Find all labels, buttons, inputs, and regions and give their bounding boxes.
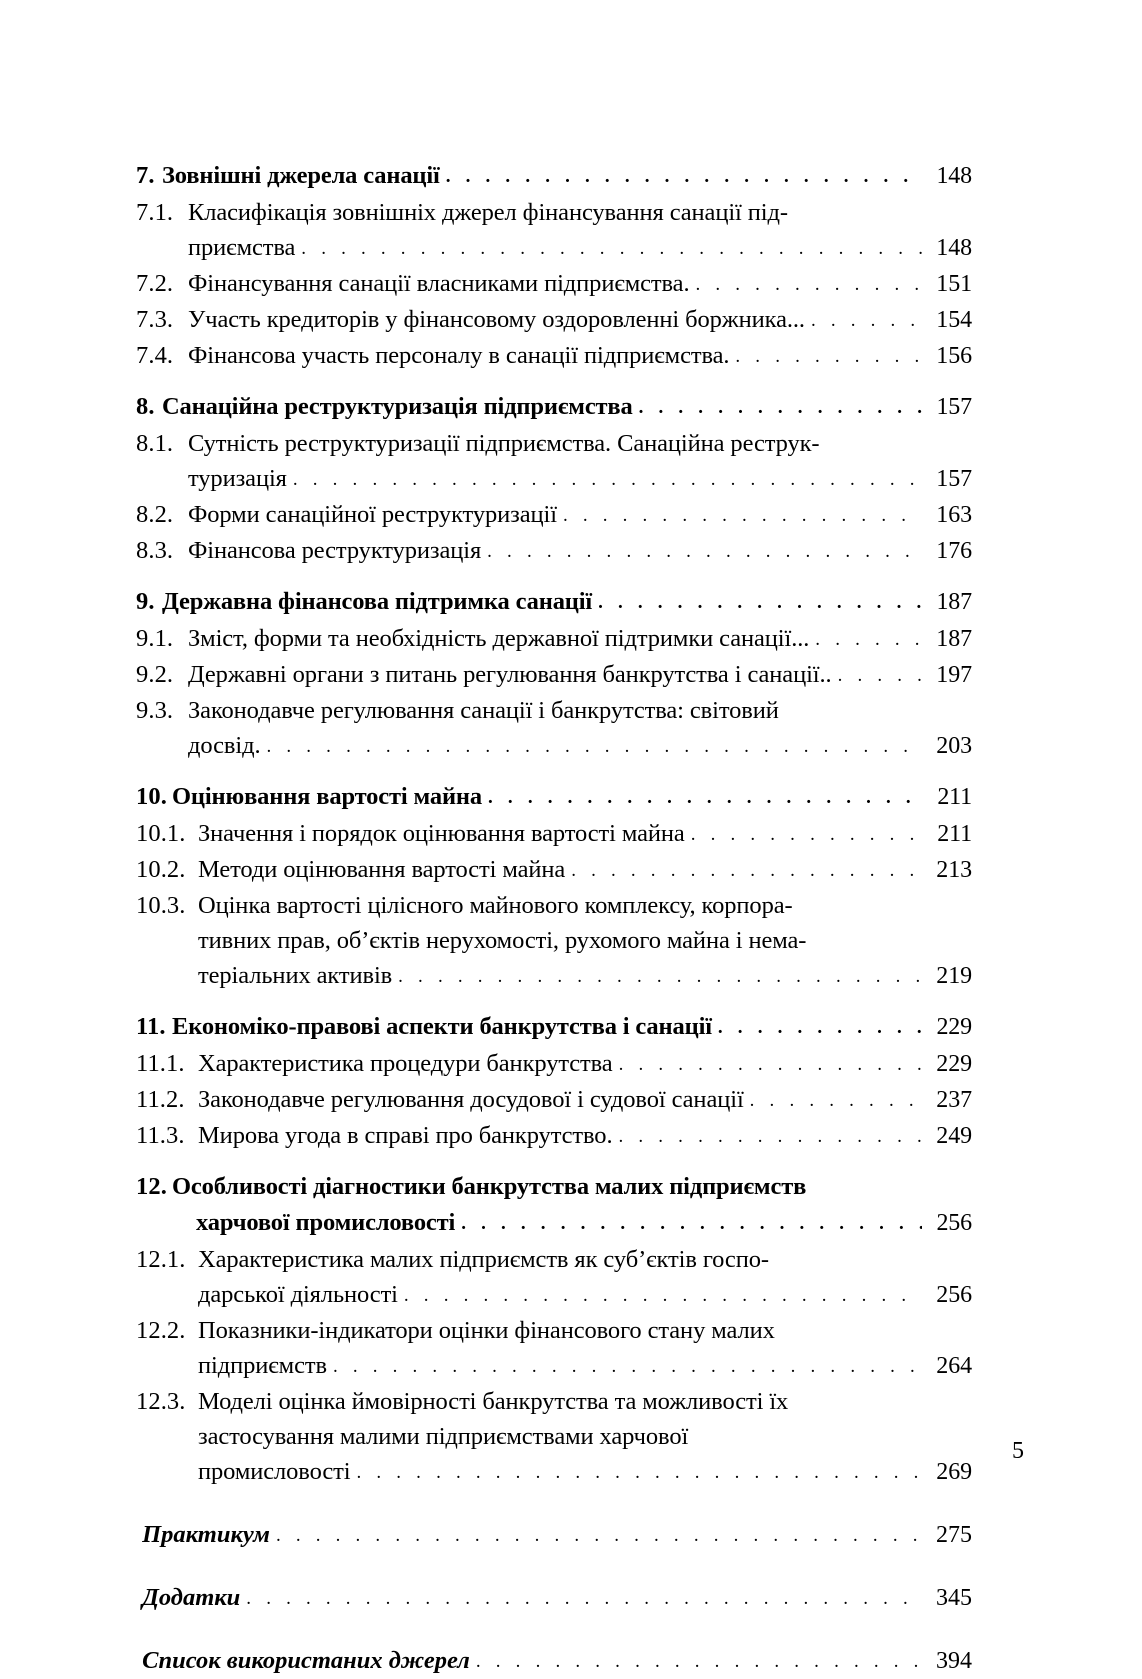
toc-entry-title: Практикум — [142, 1521, 270, 1548]
toc-line — [136, 1278, 972, 1313]
dot-leader — [750, 1084, 922, 1117]
toc-line — [136, 1047, 972, 1082]
dot-leader — [618, 1120, 922, 1153]
toc-entry-title: Сутність реструктуризації підприємства. Санаційна реструк- — [188, 430, 820, 457]
toc-entry-title: Зміст, форми та необхідність державної підтримки санації... — [188, 625, 810, 652]
toc-entry-section[interactable] — [136, 1314, 972, 1384]
toc-page-number: 176 — [936, 538, 972, 564]
page-number-placeholder — [926, 1244, 972, 1277]
toc-entry-section[interactable] — [136, 658, 972, 693]
toc-entry-section[interactable] — [136, 303, 972, 338]
toc-line — [136, 780, 972, 816]
toc-entry-title: промисловості — [198, 1458, 351, 1485]
toc-entry-section[interactable] — [136, 1385, 972, 1490]
toc-entry-title: Форми санаційної реструктуризації — [188, 501, 557, 528]
toc-entry-title: Список використаних джерел — [142, 1647, 470, 1674]
toc-entry-number: 11.2. — [136, 1086, 185, 1113]
dot-leader — [333, 1350, 922, 1383]
toc-entry-number: 10.1. — [136, 820, 186, 847]
page-number-placeholder — [926, 428, 972, 461]
toc-entry-section[interactable] — [136, 889, 972, 994]
toc-entry-number: 10.3. — [136, 892, 186, 919]
toc-line — [136, 1518, 972, 1553]
toc-entry-title: Фінансова участь персоналу в санації підприємства. — [188, 342, 730, 369]
toc-entry-back[interactable] — [136, 1581, 972, 1616]
toc-page-number: 211 — [937, 784, 972, 810]
toc-page-number: 345 — [936, 1585, 972, 1611]
dot-leader — [571, 854, 922, 887]
toc-entry-title: Зовнішні джерела санації — [162, 162, 440, 189]
toc-entry-section[interactable] — [136, 267, 972, 302]
toc-entry-title: Фінансування санації власниками підприємства. — [188, 270, 690, 297]
toc-entry-title: тивних прав, об’єктів нерухомості, рухомого майна і нема- — [198, 927, 807, 954]
toc-page-number: 394 — [936, 1648, 972, 1674]
toc-line — [136, 1206, 972, 1242]
toc-line — [136, 1243, 972, 1278]
dot-leader — [301, 232, 922, 265]
toc-line — [136, 462, 972, 497]
toc-entry-section[interactable] — [136, 427, 972, 497]
dot-leader — [691, 818, 922, 851]
toc-entry-number: 8. — [136, 393, 155, 420]
page-number-placeholder — [926, 890, 972, 923]
dot-leader — [718, 1011, 922, 1045]
toc-line — [136, 1119, 972, 1154]
toc-line — [136, 498, 972, 533]
toc-hanging-indent — [136, 924, 198, 957]
dot-leader — [461, 1207, 922, 1241]
toc-hanging-indent — [136, 231, 188, 264]
toc-entry-number: 12. — [136, 1173, 167, 1200]
toc-hanging-indent — [136, 1420, 198, 1453]
toc-page-number: 148 — [936, 235, 972, 261]
toc-line — [136, 231, 972, 266]
dot-leader — [404, 1279, 922, 1312]
toc-line — [136, 303, 972, 338]
toc-entry-number: 10. — [136, 783, 167, 810]
toc-entry-chapter[interactable] — [136, 1170, 972, 1242]
toc-line — [136, 817, 972, 852]
toc-entry-chapter[interactable] — [136, 585, 972, 621]
toc-hanging-indent — [136, 729, 188, 762]
toc-page-number: 219 — [936, 963, 972, 989]
toc-entry-number: 7.3. — [136, 306, 174, 333]
toc-entry-title: Показники-індикатори оцінки фінансового стану малих — [198, 1317, 775, 1344]
toc-entry-number: 7. — [136, 162, 155, 189]
toc-line — [136, 1420, 972, 1455]
toc-entry-title: Моделі оцінка ймовірності банкрутства та можливості їх — [198, 1388, 789, 1415]
dot-leader — [446, 160, 922, 194]
toc-line — [136, 924, 972, 959]
toc-entry-title: дарської діяльності — [198, 1281, 398, 1308]
toc-entry-title: Законодавче регулювання санації і банкрутства: світовий — [188, 697, 779, 724]
toc-entry-number: 12.3. — [136, 1388, 186, 1415]
toc-entry-title: Санаційна реструктуризація підприємства — [162, 393, 633, 420]
toc-entry-number: 9.3. — [136, 697, 174, 724]
toc-page-number: 187 — [936, 626, 972, 652]
toc-entry-title: Оцінка вартості цілісного майнового комплексу, корпора- — [198, 892, 793, 919]
toc-page-number: 154 — [936, 307, 972, 333]
toc-entry-title: Державна фінансова підтримка санації — [162, 588, 593, 615]
toc-entry-title: Методи оцінювання вартості майна — [198, 856, 566, 883]
toc-entry-number: 9. — [136, 588, 155, 615]
dot-leader — [619, 1048, 922, 1081]
toc-line — [136, 1083, 972, 1118]
page-number-placeholder — [926, 1386, 972, 1419]
toc-line — [136, 339, 972, 374]
toc-page-number: 157 — [936, 466, 972, 492]
toc-entry-number: 8.3. — [136, 537, 174, 564]
toc-entry-section[interactable] — [136, 853, 972, 888]
toc-entry-number: 9.1. — [136, 625, 174, 652]
toc-entry-title: Значення і порядок оцінювання вартості майна — [198, 820, 685, 847]
dot-leader — [815, 623, 922, 656]
toc-entry-title: досвід. — [188, 732, 261, 759]
toc-line — [136, 1385, 972, 1420]
toc-page-number: 256 — [936, 1210, 972, 1236]
toc-entry-title: Участь кредиторів у фінансовому оздоровленні боржника... — [188, 306, 805, 333]
toc-entry-section[interactable] — [136, 339, 972, 374]
table-of-contents — [136, 143, 972, 1679]
toc-entry-title: Економіко-правові аспекти банкрутства і санації — [172, 1013, 712, 1040]
page-number-placeholder — [926, 1170, 972, 1204]
toc-entry-section[interactable] — [136, 196, 972, 266]
dot-leader — [398, 960, 922, 993]
toc-line — [136, 267, 972, 302]
dot-leader — [487, 535, 922, 568]
toc-entry-back[interactable] — [136, 1518, 972, 1553]
toc-entry-section[interactable] — [136, 1047, 972, 1082]
toc-line — [136, 853, 972, 888]
toc-entry-title: харчової промисловості — [195, 1209, 456, 1236]
dot-leader — [246, 1582, 922, 1615]
toc-line — [136, 622, 972, 657]
toc-page-number: 229 — [936, 1014, 972, 1040]
toc-line — [136, 196, 972, 231]
toc-line — [136, 694, 972, 729]
toc-entry-section[interactable] — [136, 498, 972, 533]
toc-entry-number: 10.2. — [136, 856, 186, 883]
toc-line — [136, 1010, 972, 1046]
toc-entry-chapter[interactable] — [136, 159, 972, 195]
toc-line — [136, 959, 972, 994]
toc-entry-number: 7.2. — [136, 270, 174, 297]
toc-line — [136, 1581, 972, 1616]
toc-line — [136, 1455, 972, 1490]
toc-hanging-indent — [136, 1206, 196, 1240]
toc-line — [136, 658, 972, 693]
toc-page-number: 269 — [936, 1459, 972, 1485]
dot-leader — [811, 304, 922, 337]
toc-page-number: 197 — [936, 662, 972, 688]
toc-entry-number: 7.4. — [136, 342, 174, 369]
toc-entry-number: 12.2. — [136, 1317, 186, 1344]
toc-page-number: 229 — [936, 1051, 972, 1077]
toc-entry-title: Класифікація зовнішніх джерел фінансування санації під- — [188, 199, 788, 226]
toc-hanging-indent — [136, 1278, 198, 1311]
dot-leader — [476, 1645, 922, 1678]
page-number-placeholder — [926, 925, 972, 958]
dot-leader — [598, 586, 922, 620]
dot-leader — [276, 1519, 922, 1552]
page-number-folio: 5 — [1012, 1438, 1024, 1464]
toc-entry-title: Фінансова реструктуризація — [188, 537, 482, 564]
toc-entry-title: Характеристика процедури банкрутства — [198, 1050, 613, 1077]
toc-entry-title: Характеристика малих підприємств як суб’єктів госпо- — [198, 1246, 769, 1273]
dot-leader — [488, 781, 922, 815]
toc-entry-chapter[interactable] — [136, 780, 972, 816]
toc-line — [136, 585, 972, 621]
toc-entry-section[interactable] — [136, 1243, 972, 1313]
toc-entry-title: підприємств — [198, 1352, 327, 1379]
toc-line — [136, 889, 972, 924]
toc-entry-title: Мирова угода в справі про банкрутство. — [198, 1122, 613, 1149]
toc-entry-title: теріальних активів — [198, 962, 393, 989]
toc-page-number: 157 — [936, 394, 972, 420]
toc-entry-section[interactable] — [136, 694, 972, 764]
toc-page-number: 187 — [936, 589, 972, 615]
toc-entry-section[interactable] — [136, 1119, 972, 1154]
toc-entry-number: 7.1. — [136, 199, 174, 226]
toc-entry-number: 12.1. — [136, 1246, 186, 1273]
toc-entry-title: Додатки — [142, 1584, 241, 1611]
toc-line — [136, 1644, 972, 1679]
dot-leader — [293, 463, 922, 496]
toc-page-number: 249 — [936, 1123, 972, 1149]
toc-line — [136, 159, 972, 195]
toc-entry-title: Особливості діагностики банкрутства малих підприємств — [172, 1173, 807, 1200]
toc-line — [136, 390, 972, 426]
toc-entry-number: 11.1. — [136, 1050, 185, 1077]
toc-entry-chapter[interactable] — [136, 1010, 972, 1046]
toc-entry-number: 9.2. — [136, 661, 174, 688]
toc-entry-title: Законодавче регулювання досудової і судової санації — [198, 1086, 744, 1113]
toc-page-number: 156 — [936, 343, 972, 369]
page-number-placeholder — [926, 197, 972, 230]
dot-leader — [838, 659, 922, 692]
toc-line — [136, 1349, 972, 1384]
toc-entry-title: туризація — [188, 465, 287, 492]
toc-entry-number: 11.3. — [136, 1122, 185, 1149]
toc-hanging-indent — [136, 959, 198, 992]
dot-leader — [563, 499, 922, 532]
toc-line — [136, 729, 972, 764]
toc-entry-section[interactable] — [136, 1083, 972, 1118]
toc-page-number: 275 — [936, 1522, 972, 1548]
page-number-placeholder — [926, 1315, 972, 1348]
toc-line — [136, 1314, 972, 1349]
toc-entry-chapter[interactable] — [136, 390, 972, 426]
toc-entry-title: застосування малими підприємствами харчової — [198, 1423, 689, 1450]
toc-page-number: 256 — [936, 1282, 972, 1308]
dot-leader — [735, 340, 922, 373]
dot-leader — [695, 268, 922, 301]
dot-leader — [266, 730, 922, 763]
toc-page-number: 148 — [936, 163, 972, 189]
toc-hanging-indent — [136, 462, 188, 495]
toc-page-number: 264 — [936, 1353, 972, 1379]
toc-page-number: 163 — [936, 502, 972, 528]
toc-entry-title: Державні органи з питань регулювання банкрутства і санації.. — [188, 661, 832, 688]
toc-entry-section[interactable] — [136, 817, 972, 852]
toc-page-number: 151 — [936, 271, 972, 297]
toc-entry-title: приємства — [188, 234, 296, 261]
toc-entry-title: Оцінювання вартості майна — [172, 783, 483, 810]
toc-page-number: 211 — [937, 821, 972, 847]
toc-page-number: 237 — [936, 1087, 972, 1113]
page-number-placeholder — [926, 1421, 972, 1454]
toc-page-number: 213 — [936, 857, 972, 883]
toc-entry-back[interactable] — [136, 1644, 972, 1679]
toc-line — [136, 427, 972, 462]
page-number-placeholder — [926, 695, 972, 728]
dot-leader — [356, 1456, 922, 1489]
toc-line — [136, 1170, 972, 1206]
toc-page-number: 203 — [936, 733, 972, 759]
toc-hanging-indent — [136, 1349, 198, 1382]
toc-entry-section[interactable] — [136, 534, 972, 569]
toc-entry-number: 11. — [136, 1013, 166, 1040]
toc-entry-number: 8.2. — [136, 501, 174, 528]
toc-entry-number: 8.1. — [136, 430, 174, 457]
toc-entry-section[interactable] — [136, 622, 972, 657]
toc-line — [136, 534, 972, 569]
dot-leader — [639, 391, 922, 425]
toc-hanging-indent — [136, 1455, 198, 1488]
